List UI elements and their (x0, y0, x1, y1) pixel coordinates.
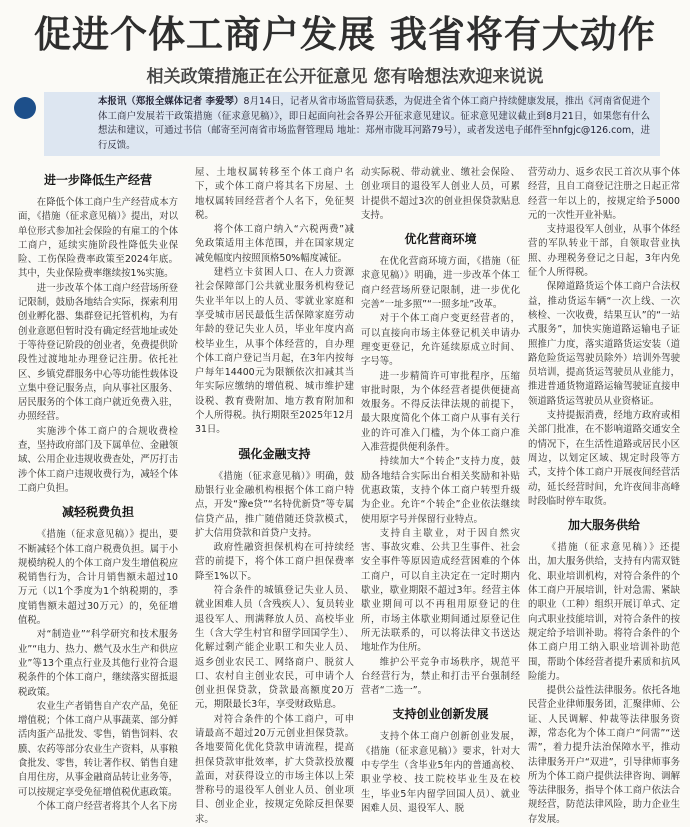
paragraph: 个体工商户经营者将其个人名下房 (36, 800, 178, 812)
section-heading-finance: 强化金融支持 (238, 446, 311, 461)
column-1 (18, 166, 178, 812)
paragraph: 进一步改革个体工商户经营场所登记限制，鼓励各地结合实际，探索利用创业孵化器、集群登记托管机构，为有创业意愿但暂时没有确定经营地址或处于等待登记阶段的创业者，免费提供阶段性过渡地址办理登记注册。依托社区、乡镇党群服务中心等功能性载体设立集中登记服务点，向从事社区服务、居民服务的个体工商户就近免费入驻，办照经营。 (18, 282, 178, 423)
paragraph: 对“制造业”“科学研究和技术服务业”“电力、热力、燃气及水生产和供应业”等13个重点行业及其他行业符合退税条件的个体工商户，继续落实留抵退税政策。 (18, 629, 178, 698)
paragraph: 动实际税、带动就业、缴社会保险、创业项目的退役军人创业人员，可累计提供不超过3次的创业担保贷款贴息支持。 (361, 167, 520, 221)
paragraph: 《措施（征求意见稿）》提出，要不断减轻个体工商户税费负担。属于小规模纳税人的个体工商户发生增值税应税销售行为，合计月销售额未超过10万元（以1个季度为1个纳税期的，季度销售额未超过30万元）的，免征增值税。 (18, 529, 178, 627)
paragraph: 支持提振消费，经地方政府或相关部门批准，在不影响道路交通安全的情况下，在生活性道路或居民小区周边，以划定区域、规定时段等方式，支持个体工商户开展夜间经营活动，延长经营时间，允许夜间非高峰时段临时停车取货。 (528, 410, 680, 507)
subheadline: 相关政策措施正在公开征意见 您有啥想法欢迎来说说 (146, 67, 544, 87)
lead-byline: 本报讯（郑报全媒体记者 李爱琴） (98, 96, 244, 107)
column-3 (361, 166, 520, 814)
paragraph: 支持退役军人创业，从事个体经营的军队转业干部，自领取营业执照、办理税务登记之日起，3年内免征个人所得税。 (528, 224, 680, 279)
lead-paragraph (98, 95, 650, 153)
section-heading-entrepreneurship: 支持创业创新发展 (392, 707, 489, 722)
paragraph: 支持自主歇业，对于因自然灾害、事故灾难、公共卫生事件、社会安全事件等原因造成经营困难的个体工商户，可以自主决定在一定时期内歇业，歇业期限不超过3年。经营主体歇业期间可以不再租用原登记的住所，市场主体歇业期间通过原登记住所无法联系的，可以将法律文书送达地址作为住所。 (361, 527, 520, 654)
paragraph: 屋、土地权属转移至个体工商户名下，或个体工商户将其名下房屋、土地权属转回经营者个人名下，免征契税。 (195, 167, 354, 221)
column-2 (195, 166, 354, 825)
lead-marker-icon (14, 97, 36, 119)
lead-body: 8月14日，记者从省市场监管局获悉，为促进全省个体工商户持续健康发展，推出《河南省促进个体工商户发展若干政策措施（征求意见稿）》，即日起面向社会各界公开征求意见建议。征求意见建议截止到8月21日，如果您有什么想法和建议，可通过书信（邮寄至河南省市场监督管理局 地址：郑州市陇耳河路79号），或者发送电子邮件至hnfgjc@126.com，进行反馈。 (98, 96, 650, 151)
paragraph: 将个体工商户纳入“六税两费”减免政策适用主体范围，并在国家规定减免幅度内按照顶格50%幅度减征。 (195, 224, 354, 264)
paragraph: 农业生产者销售自产农产品，免征增值税；个体工商户从事蔬菜、部分鲜活肉蛋产品批发、零售，销售饲料、农膜、农药等部分农业生产资料，从事粮食批发、零售，转让著作权、销售自建自用住房，从事金融商品转让业务等，可以按规定享受免征增值税优惠政策。 (18, 700, 178, 798)
paragraph: 支持个体工商户创新创业发展，《措施（征求意见稿）》要求，针对大中专学生（含毕业5年内的普通高校、职业学校、技工院校毕业生及在校生，毕业5年内留学回国人员）、就业困难人员、退役军人、脱 (361, 731, 520, 814)
section-heading-service-supply: 加大服务供给 (567, 518, 640, 533)
paragraph: 实施涉个体工商户的合规收费检查，坚持政府部门及下属单位、金融领域、公用企业违规收费查处，严厉打击涉个体工商户违规收费行为，减轻个体工商户负担。 (18, 425, 178, 494)
section-heading-cost: 进一步降低生产经营 (43, 173, 152, 187)
paragraph: 保障道路货运个体工商户合法权益，推动货运车辆“一次上线、一次核检、一次收费，结果互认”的“一站式服务”，加快实施道路运输电子证照推广力度，落实道路货运安装（道路危险货运驾驶员除外）培训外驾驶员培训，提高货运驾驶员从业能力，推进普通货物道路运输驾驶证直接申领道路货运驾驶员从业资格证。 (528, 281, 680, 407)
paragraph: 在优化营商环境方面，《措施（征求意见稿）》明确，进一步改革个体工商户经营场所登记限制，进一步优化完善“一址多照”“一照多址”改革。 (361, 256, 520, 311)
paragraph: 在降低个体工商户生产经营成本方面，《措施（征求意见稿）》提出，对以单位形式参加社会保险的有雇工的个体工商户，延续实施阶段性降低失业保险、工伤保险费率政策至2024年底。其中，失业保险费率继续按1%实施。 (18, 197, 178, 280)
headline: 促进个体工商户发展 我省将有大动作 (34, 13, 656, 56)
paragraph: 建档立卡贫困人口、在人力资源社会保障部门公共就业服务机构登记失业半年以上的人员、零就业家庭和享受城市居民最低生活保障家庭劳动年龄的登记失业人员，毕业年度内高校毕业生，从事个体经营的，自办理个体工商户登记当月起，在3年内按每户每年14400元为限额依次扣减其当年实际应缴纳的增值税、城市维护建设税、教育费附加、地方教育附加和个人所得税。执行期限至2025年12月31日。 (195, 267, 354, 436)
paragraph: 营劳动力、返乡农民工首次从事个体经营，且自工商登记注册之日起正常经营一年以上的，按规定给予5000元的一次性开业补贴。 (528, 167, 680, 221)
paragraph: 提供公益性法律服务。依托各地民营企业律师服务团，汇聚律师、公证、人民调解、仲裁等法律服务资源，常态化为个体工商户“问需”“送需”，着力提升法治保障水平，推动法律服务开户“双进”，引导律师事务所为个体工商户提供法律咨询、调解等法律服务，指导个体工商户依法合规经营，防范法律风险，助力企业生存发展。 (528, 685, 680, 825)
section-heading-business-environment: 优化营商环境 (404, 232, 477, 247)
paragraph: 对符合条件的个体工商户，可申请最高不超过20万元创业担保贷款。各地要简化优化贷款申请流程，提高担保贷款审批效率，扩大贷款投放覆盖面，对获得设立的市场主体以上荣誉称号的退役军人创业人员、创业项目、创业企业，按规定免除反担保要求。 (195, 713, 354, 825)
section-heading-tax: 减轻税费负担 (61, 505, 134, 520)
paragraph: 对于个体工商户变更经营者的，可以直接向市场主体登记机关申请办理变更登记，允许延续原成立时间、字号等。 (361, 313, 520, 368)
paragraph: 维护公平竞争市场秩序，规范平台经营行为，禁止和打击平台强制经营者“二选一”。 (361, 656, 520, 697)
column-4 (528, 166, 680, 825)
paragraph: 《措施（征求意见稿）》明确，鼓励银行业金融机构根据个体工商户特点，开发“豫e贷”“名特优新贷”等专属信贷产品，推广随借随还贷款模式，扩大信用贷款和首贷户支持。 (195, 470, 354, 539)
paragraph: 政府性融资担保机构在可持续经营的前提下，将个体工商户担保费率降至1%以下。 (195, 542, 354, 582)
lead-box (44, 92, 660, 156)
paragraph: 进一步精简许可审批程序，压缩审批时限，为个体经营者提供便捷高效服务。不得反法律法规的前提下，最大限度简化个体工商户从事有关行业的许可准入门槛，为个体工商户准入准营提供便利条件。 (361, 370, 520, 454)
paragraph: 持续加大“个转企”支持力度，鼓励各地结合实际出台相关奖励和补贴优惠政策，支持个体工商户转型升级为企业。允许“个转企”企业依法继续使用原字号并保留行业特点。 (361, 456, 520, 525)
paragraph: 符合条件的城镇登记失业人员、就业困难人员（含残疾人）、复员转业退役军人、刑满释放人员、高校毕业生（含大学生村官和留学回国学生）、化解过剩产能企业职工和失业人员、返乡创业农民工、网络商户、脱贫人口、农村自主创业农民，可申请个人创业担保贷款，贷款最高额度20万元，期限最长3年，享受财政贴息。 (195, 585, 354, 711)
paragraph: 《措施（征求意见稿）》还提出，加大服务供给，支持有内需双链化、职业培训机构，对符合条件的个体工商户开展培训，针对急需、紧缺的职业（工种）组织开展订单式、定向式职业技能培训，对符合条件的按规定给予培训补助。将符合条件的个体工商户用工纳入职业培训补助范围，帮助个体经营者提升素质和抗风险能力。 (528, 542, 680, 682)
